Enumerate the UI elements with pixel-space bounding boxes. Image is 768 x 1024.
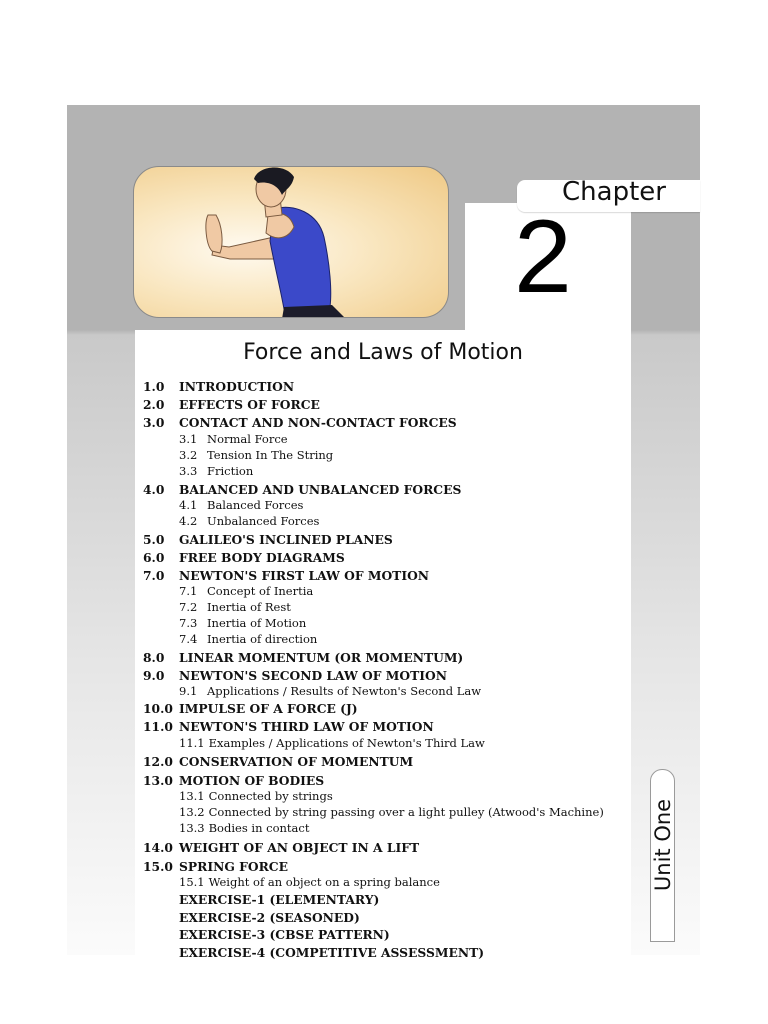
toc-number: 15.1 xyxy=(179,875,205,889)
toc-subitem xyxy=(143,684,481,698)
toc-text: Connected by strings xyxy=(208,789,333,803)
toc-text: Applications / Results of Newton's Second Law xyxy=(207,684,482,698)
toc-number: 9.0 xyxy=(143,668,165,683)
toc-number: 9.1 xyxy=(179,684,198,698)
toc-text: GALILEO'S INCLINED PLANES xyxy=(179,532,393,547)
toc-subitem xyxy=(143,464,253,478)
toc-exercise-item xyxy=(143,892,379,907)
toc-number: 1.0 xyxy=(143,379,165,394)
toc-item xyxy=(143,668,447,683)
toc-number: 2.0 xyxy=(143,397,165,412)
toc-text: WEIGHT OF AN OBJECT IN A LIFT xyxy=(179,840,420,855)
toc-number: 12.0 xyxy=(143,754,173,769)
toc-item xyxy=(143,773,324,788)
toc-subitem xyxy=(143,632,317,646)
toc-number: 3.3 xyxy=(179,464,198,478)
toc-text: Concept of Inertia xyxy=(207,584,314,598)
toc-number: 5.0 xyxy=(143,532,165,547)
toc-number: 7.3 xyxy=(179,616,198,630)
toc-text: EXERCISE-3 (CBSE PATTERN) xyxy=(179,927,390,942)
toc-number: 11.0 xyxy=(143,719,173,734)
toc-number: 14.0 xyxy=(143,840,173,855)
toc-number: 4.2 xyxy=(179,514,198,528)
toc-subitem xyxy=(143,736,485,750)
toc-text: Inertia of direction xyxy=(207,632,318,646)
toc-number: 3.2 xyxy=(179,448,198,462)
toc-subitem xyxy=(143,789,333,803)
toc-number: 4.0 xyxy=(143,482,165,497)
toc-text: SPRING FORCE xyxy=(179,859,288,874)
toc-item xyxy=(143,840,419,855)
toc-item xyxy=(143,379,294,394)
toc-subitem xyxy=(143,498,303,512)
toc-number: 10.0 xyxy=(143,701,173,716)
toc-item xyxy=(143,415,457,430)
chapter-title: Force and Laws of Motion xyxy=(243,340,523,365)
toc-text: Unbalanced Forces xyxy=(207,514,320,528)
toc-number: 7.0 xyxy=(143,568,165,583)
toc-text: CONTACT AND NON-CONTACT FORCES xyxy=(179,415,457,430)
toc-text: MOTION OF BODIES xyxy=(179,773,325,788)
toc-text: NEWTON'S SECOND LAW OF MOTION xyxy=(179,668,447,683)
toc-text: Bodies in contact xyxy=(208,821,310,835)
toc-text: Weight of an object on a spring balance xyxy=(208,875,440,889)
toc-text: Inertia of Rest xyxy=(207,600,291,614)
toc-subitem xyxy=(143,584,313,598)
toc-item xyxy=(143,859,288,874)
toc-text: CONSERVATION OF MOMENTUM xyxy=(179,754,414,769)
toc-text: FREE BODY DIAGRAMS xyxy=(179,550,345,565)
toc-text: EFFECTS OF FORCE xyxy=(179,397,320,412)
toc-number: 7.4 xyxy=(179,632,198,646)
toc-number: 13.2 xyxy=(179,805,205,819)
toc-item xyxy=(143,568,429,583)
toc-number: 7.2 xyxy=(179,600,198,614)
toc-text: BALANCED AND UNBALANCED FORCES xyxy=(179,482,462,497)
toc-number: 13.3 xyxy=(179,821,205,835)
toc-subitem xyxy=(143,616,306,630)
toc-text: Balanced Forces xyxy=(207,498,304,512)
toc-subitem xyxy=(143,432,288,446)
toc-text: NEWTON'S FIRST LAW OF MOTION xyxy=(179,568,430,583)
toc-exercise-item xyxy=(143,927,390,942)
chapter-illustration xyxy=(133,166,449,318)
toc-text: Examples / Applications of Newton's Third Law xyxy=(208,736,485,750)
unit-label: Unit One xyxy=(651,798,675,892)
toc-number: 3.1 xyxy=(179,432,198,446)
toc-number: 6.0 xyxy=(143,550,165,565)
toc-item xyxy=(143,650,463,665)
toc-subitem xyxy=(143,821,309,835)
toc-number: 7.1 xyxy=(179,584,198,598)
toc-number: 15.0 xyxy=(143,859,173,874)
toc-text: EXERCISE-1 (ELEMENTARY) xyxy=(179,892,380,907)
toc-subitem xyxy=(143,600,291,614)
toc-text: IMPULSE OF A FORCE (J) xyxy=(179,701,358,716)
toc-text: NEWTON'S THIRD LAW OF MOTION xyxy=(179,719,434,734)
toc-exercise-item xyxy=(143,945,484,960)
chapter-number: 2 xyxy=(514,199,572,315)
toc-item xyxy=(143,482,461,497)
toc-number: 13.0 xyxy=(143,773,173,788)
toc-item xyxy=(143,397,320,412)
toc-number: 11.1 xyxy=(179,736,205,750)
toc-text: Connected by string passing over a light pulley (Atwood's Machine) xyxy=(208,805,604,819)
toc-subitem xyxy=(143,514,319,528)
toc-number: 8.0 xyxy=(143,650,165,665)
toc-text: EXERCISE-2 (SEASONED) xyxy=(179,910,360,925)
toc-item xyxy=(143,550,345,565)
person-pushing-wall-illustration xyxy=(134,167,449,318)
toc-text: Inertia of Motion xyxy=(207,616,307,630)
toc-exercise-item xyxy=(143,910,360,925)
toc-number: 4.1 xyxy=(179,498,198,512)
toc-text: Tension In The String xyxy=(207,448,334,462)
toc-subitem xyxy=(143,448,333,462)
toc-number: 13.1 xyxy=(179,789,205,803)
toc-subitem xyxy=(143,805,604,819)
toc-item xyxy=(143,532,393,547)
toc-subitem xyxy=(143,875,440,889)
toc-text: EXERCISE-4 (COMPETITIVE ASSESSMENT) xyxy=(179,945,485,960)
toc-item xyxy=(143,754,413,769)
toc-number: 3.0 xyxy=(143,415,165,430)
toc-text: INTRODUCTION xyxy=(179,379,295,394)
toc-text: LINEAR MOMENTUM (OR MOMENTUM) xyxy=(179,650,464,665)
toc-text: Normal Force xyxy=(207,432,288,446)
toc-item xyxy=(143,719,434,734)
chapter-label: Chapter xyxy=(562,177,666,207)
toc-text: Friction xyxy=(207,464,254,478)
toc-item xyxy=(143,701,358,716)
